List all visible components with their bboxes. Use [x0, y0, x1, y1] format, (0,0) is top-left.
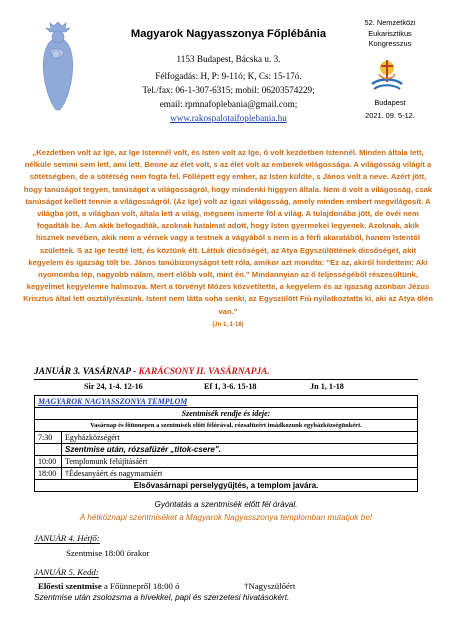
table-row: [35, 432, 418, 444]
table-row: [35, 468, 418, 480]
mass-time: [35, 444, 62, 456]
reading-gospel: Jn 1, 1-18: [310, 382, 344, 391]
table-row: [35, 420, 418, 432]
sunday-heading: [34, 367, 270, 377]
congress-line-2: Eukarisztikus: [368, 28, 412, 38]
madonna-logo-icon: [34, 20, 82, 112]
eucharistic-congress-logo-icon: [367, 54, 407, 94]
gospel-reference: (Jn 1, 1-18): [212, 321, 244, 328]
day-title-jan4: JANUÁR 4. Hétfő:: [34, 533, 100, 543]
collection-note: Elsővasárnapi perselygyűjtés, a templom javára.: [35, 480, 418, 492]
mass-time-jan4: Szentmise 18:00 órakor: [66, 548, 150, 558]
website-link[interactable]: www.rakospalotaifoplebania.hu: [170, 113, 287, 123]
parish-address: 1153 Budapest, Bácska u. 3.: [176, 54, 281, 64]
mass-time: 18:00: [35, 468, 62, 480]
rosary-exchange-note: Szentmise után, rózsafüzér „titok-csere".: [62, 444, 418, 456]
reading-first: Sir 24, 1-4. 12-16: [84, 382, 143, 391]
table-row: [35, 456, 418, 468]
congress-title: [345, 18, 435, 50]
vigil-mass-label: Előesti szentmise: [38, 581, 102, 591]
sunday-feast: KARÁCSONY II. VASÁRNAPJA.: [138, 367, 270, 377]
sunday-date: JANUÁR 3. VASÁRNAP -: [34, 367, 139, 377]
church-name: MAGYAROK NAGYASSZONYA TEMPLOM: [35, 396, 418, 408]
table-row: [35, 408, 418, 420]
mass-intention: Templomunk felújításáért: [62, 456, 418, 468]
weekday-mass-note: A hétköznapi szentmiséket a Magyarok Nagyasszonya templomban mutatjuk be!: [79, 513, 373, 522]
heading-divider: [34, 379, 418, 380]
day-title-jan5: JANUÁR 5. Kedd:: [34, 567, 99, 577]
rosary-note: Vasárnap és főünnepen a szentmisék előtt félórával, rózsafüzért imádkozunk egyházközségünkért.: [35, 420, 418, 432]
mass-time: 7:30: [35, 432, 62, 444]
mass-schedule-table: [34, 395, 418, 492]
email-address: email: rpmnafoplebania@gmail.com;: [159, 99, 298, 109]
mass-order-title: Szentmisék rendje és ideje:: [35, 408, 418, 420]
table-row: [35, 480, 418, 492]
congress-line-3: Kongresszus: [368, 39, 412, 48]
confession-note: Gyóntatás a szentmisék előtt fél órával.: [154, 500, 298, 509]
mass-time: 10:00: [35, 456, 62, 468]
mass-intention: †Édesanyáért és nagymamáért: [62, 468, 418, 480]
table-row: [35, 444, 418, 456]
congress-city: Budapest: [374, 98, 406, 107]
phone-numbers: Tel./fax: 06-1-307-6315; mobil: 06203574229;: [142, 85, 315, 95]
vigil-mass-detail: a Főünnepről 18:00 ó: [101, 581, 180, 591]
vespers-note: Szentmise után zsolozsma a hívekkel, papi és szerzetesi hivatásokért.: [34, 593, 290, 602]
congress-date: 2021. 09. 5-12.: [365, 111, 415, 120]
gospel-text: „Kezdetben volt az Ige, az Ige Istennél volt, és Isten volt az Ige, ő volt kezdetben Istennél. Minden általa lett, nélküle semmi sem lett, ami lett. Benne az élet volt, s az élet volt az emberek világossága. A világosság világít a sötétségben, de a sötétség nem fogta fel. Föllépett egy ember, az Isten küldte, s János volt a neve. Azért jött, hogy tanúságot tegyen, tanúságot a világosságról, hogy mindenki higgyen általa. Nem ő volt a világosság, csak tanúságot kellett tennie a világosságról. (Az Ige) volt az igazi világosság, amely minden embert megvilágosít. A világba jött, a világban volt, általa lett a világ, mégsem ismerte föl a világ. A tulajdonába jött, de övéi nem fogadták be. Ám akik befogadták, azoknak hatalmat adott, hogy Isten gyermekei legyenek. Azoknak, akik hisznek nevében, akik nem a vérnek vagy a testnek a vágyából s nem is a férfi akaratából, hanem Istentől születtek. S az Ige testté lett, és köztünk élt. Láttuk dicsőségét, az Atya Egyszülöttének dicsőségét, akit kegyelem és igazság tölt be. János tanúbizonyságot tett róla, amikor azt mondta: "Ez az, akiről hirdettem: Aki nyomomba lép, nagyobb nálam, mert előbb volt, mint én." Mindannyian az ő teljességéből részesültünk, kegyelmet kegyelemre halmozva. Mert a törvényt Mózes közvetítette, a kegyelem és az igazság azonban Jézus Krisztus által lett osztályrészünk. Istent nem látta soha senki, az Egyszülött Fiú nyilatkoztatta ki, aki az Atya ölén van.": [23, 148, 433, 316]
reading-second: Ef 1, 3-6. 15-18: [204, 382, 257, 391]
mass-intention-jan5: †Nagyszülőért: [244, 581, 296, 591]
gospel-quote: [22, 147, 434, 331]
parish-title: Magyarok Nagyasszonya Főplébánia: [130, 28, 327, 40]
mass-intention: Egyházközségért: [62, 432, 418, 444]
office-hours: Félfogadás: H, P: 9-11ó; K, Cs: 15-17ó.: [155, 71, 302, 81]
mass-time-jan5: [38, 581, 179, 591]
table-row: [35, 396, 418, 408]
congress-line-1: 52. Nemzetközi: [364, 18, 416, 27]
